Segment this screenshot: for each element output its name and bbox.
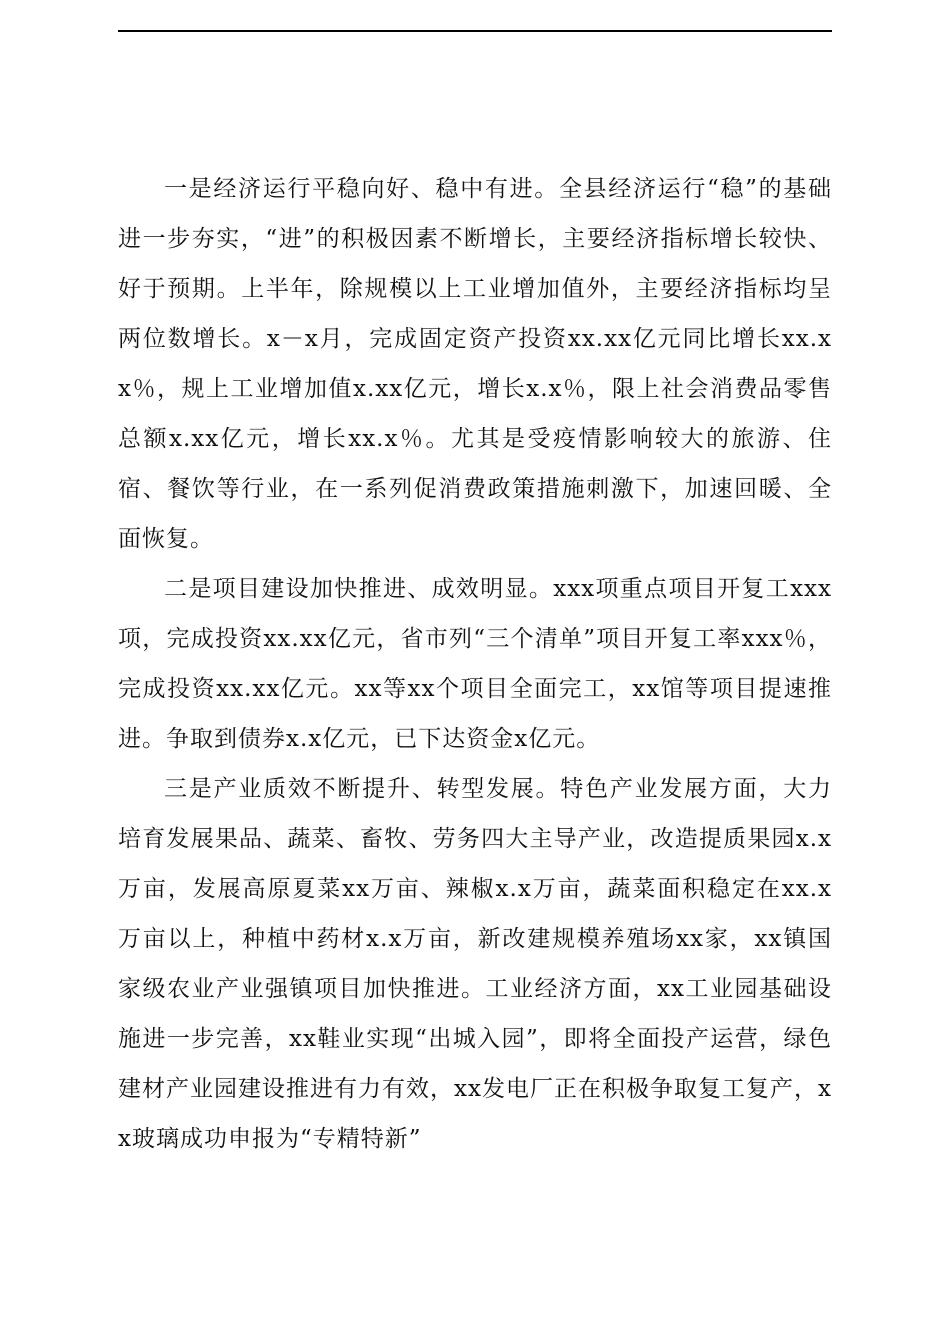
paragraph-projects: 二是项目建设加快推进、成效明显。xxx项重点项目开复工xxx项，完成投资xx.xx亿元，省市列“三个清单”项目开复工率xxx％，完成投资xx.xx亿元。xx等xx个项目全面完工，xx馆等项目提速推进。争取到债券x.x亿元，已下达资金x亿元。 [118,576,832,752]
document-body [118,164,832,1164]
paragraph-economy: 一是经济运行平稳向好、稳中有进。全县经济运行“稳”的基础进一步夯实，“进”的积极因素不断增长，主要经济指标增长较快、好于预期。上半年，除规模以上工业增加值外，主要经济指标均呈两位数增长。x－x月，完成固定资产投资xx.xx亿元同比增长xx.xx％，规上工业增加值x.xx亿元，增长x.x％，限上社会消费品零售总额x.xx亿元，增长xx.x％。尤其是受疫情影响较大的旅游、住宿、餐饮等行业，在一系列促消费政策措施刺激下，加速回暖、全面恢复。 [118,176,832,552]
header-rule [118,30,832,32]
paragraph-industry: 三是产业质效不断提升、转型发展。特色产业发展方面，大力培育发展果品、蔬菜、畜牧、劳务四大主导产业，改造提质果园x.x万亩，发展高原夏菜xx万亩、辣椒x.x万亩，蔬菜面积稳定在xx.x万亩以上，种植中药材x.x万亩，新改建规模养殖场xx家，xx镇国家级农业产业强镇项目加快推进。工业经济方面，xx工业园基础设施进一步完善，xx鞋业实现“出城入园”，即将全面投产运营，绿色建材产业园建设推进有力有效，xx发电厂正在积极争取复工复产，xx玻璃成功申报为“专精特新” [118,776,832,1152]
